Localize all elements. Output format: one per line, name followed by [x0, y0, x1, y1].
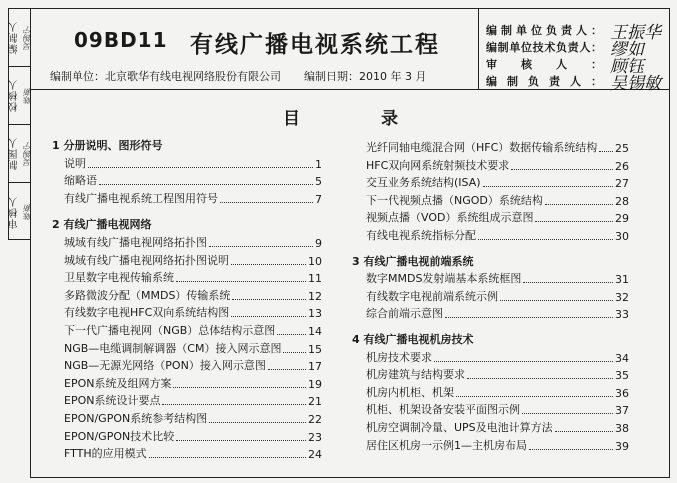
toc-entry-page: 21	[308, 395, 322, 409]
toc-entry-title: 多路微波分配（MMDS）传输系统	[64, 288, 231, 302]
toc-leader-dots	[523, 282, 613, 283]
toc-leader-dots	[231, 264, 306, 265]
toc-entry-page: 30	[615, 230, 629, 243]
toc-entry[interactable]	[64, 289, 322, 303]
toc-entry-page: 10	[308, 254, 322, 268]
toc-entry-page: 7	[315, 192, 322, 206]
toc-entry-title: 卫星数字电视传输系统	[64, 271, 174, 285]
sidebar-cell	[9, 9, 30, 67]
toc-leader-dots	[555, 431, 613, 432]
toc-entry-title: 下一代广播电视网（NGB）总体结构示意图	[64, 324, 276, 337]
toc-entry-page: 23	[308, 430, 322, 444]
toc-entry-page: 29	[615, 212, 629, 226]
toc-leader-dots	[88, 167, 313, 168]
atlas-code: 09BD11	[74, 28, 168, 52]
toc-entry-page: 32	[615, 290, 629, 304]
toc-leader-dots	[99, 184, 313, 185]
toc-leader-dots	[478, 239, 613, 240]
toc-entry[interactable]	[64, 157, 322, 171]
toc-leader-dots	[162, 404, 306, 405]
toc-entry[interactable]	[366, 307, 629, 321]
toc-entry[interactable]	[64, 377, 322, 391]
toc-leader-dots	[209, 422, 306, 423]
toc-entry-title: 城域有线广播电视网络拓扑图	[64, 236, 207, 249]
toc-entry[interactable]	[366, 229, 629, 243]
toc-entry[interactable]	[64, 324, 322, 338]
signature-label: 编制单位技术负责人：	[486, 41, 602, 54]
toc-entry[interactable]	[366, 351, 629, 365]
toc-leader-dots	[283, 352, 306, 353]
toc-entry-page: 5	[315, 175, 322, 189]
toc-entry-title: 机房内机柜、机架	[366, 385, 454, 399]
toc-entry-title: EPON系统及组网方案	[64, 376, 172, 390]
toc-leader-dots	[209, 246, 313, 247]
toc-entry[interactable]	[64, 342, 322, 356]
toc-section-heading: 3 有线广播电视前端系统	[352, 254, 474, 268]
signature-label: 编制负责人：	[486, 75, 602, 88]
toc-entry-page: 24	[308, 448, 322, 462]
toc-entry[interactable]	[64, 192, 322, 206]
toc-entry-title: 缩略语	[64, 174, 97, 188]
sidebar-label: 制图人	[8, 137, 20, 170]
toc-leader-dots	[220, 202, 313, 203]
toc-entry-title: 机房建筑与结构要求	[366, 368, 465, 382]
signature-name: 缪如	[610, 39, 644, 60]
toc-entry[interactable]	[64, 174, 322, 188]
toc-entry[interactable]	[366, 421, 629, 435]
toc-entry-title: 光纤同轴电缆混合网（HFC）数据传输系统结构	[366, 141, 598, 154]
signature-row	[486, 73, 661, 94]
toc-entry-page: 22	[308, 413, 322, 426]
toc-entry-title: 机房技术要求	[366, 350, 432, 364]
toc-entry[interactable]	[64, 236, 322, 250]
toc-entry[interactable]	[366, 211, 629, 225]
toc-leader-dots	[522, 413, 613, 414]
signature-name: 王振华	[610, 22, 661, 43]
toc-entry-title: 综合前端示意图	[366, 307, 443, 321]
toc-entry-title: HFC双向网系统射频技术要求	[366, 158, 510, 172]
sidebar-cell	[9, 183, 30, 241]
toc-entry[interactable]	[64, 271, 322, 285]
toc-entry[interactable]	[366, 368, 629, 382]
toc-entry-page: 19	[308, 377, 322, 391]
toc-section-heading: 1 分册说明、图形符号	[52, 139, 163, 152]
toc-entry-page: 17	[308, 360, 322, 374]
toc-entry[interactable]	[64, 430, 322, 444]
toc-leader-dots	[529, 449, 613, 450]
sidebar-signature: 陈新	[22, 87, 32, 104]
toc-entry-title: 有线数字电视前端系统示例	[366, 289, 498, 303]
toc-entry[interactable]	[366, 290, 629, 304]
toc-section-heading: 4 有线广播电视机房技术	[352, 333, 474, 346]
toc-entry-page: 33	[615, 308, 629, 322]
toc-entry[interactable]	[64, 359, 322, 373]
toc-leader-dots	[277, 334, 306, 335]
toc-entry[interactable]	[64, 412, 322, 426]
toc-entry-title: 有线广播电视系统工程图用符号	[64, 191, 218, 205]
toc-entry-title: 机房空调制冷量、UPS及电池计算方法	[366, 421, 553, 434]
compiler-unit: 编制单位：北京歌华有线电视网络股份有限公司	[50, 70, 281, 83]
toc-section-heading: 2 有线广播电视网络	[52, 218, 152, 232]
toc-entry-page: 1	[315, 157, 322, 171]
toc-entry[interactable]	[64, 254, 322, 268]
toc-entry-page: 12	[308, 289, 322, 303]
toc-leader-dots	[483, 186, 613, 187]
toc-leader-dots	[268, 369, 306, 370]
compile-date: 编制日期：2010 年 3 月	[304, 70, 427, 83]
toc-entry-title: 说明	[64, 156, 86, 170]
toc-title-right: 录	[381, 109, 400, 129]
toc-entry-title: NGB—无源光网络（PON）接入网示意图	[64, 359, 266, 373]
toc-entry-page: 38	[615, 422, 629, 435]
toc-entry-title: EPON系统设计要点	[64, 394, 161, 408]
toc-entry-title: 视频点播（VOD）系统组成示意图	[366, 211, 534, 225]
toc-entry-page: 25	[615, 142, 629, 155]
sidebar-label: 校核人	[8, 79, 20, 112]
header	[30, 8, 670, 94]
toc-entry[interactable]	[64, 394, 322, 408]
toc-entry[interactable]	[366, 159, 629, 173]
signature-name: 吴锡敏	[610, 73, 661, 94]
toc-entry-title: 机柜、机架设备安装平面图示例	[366, 403, 520, 417]
toc-entry-title: EPON/GPON技术比较	[64, 429, 175, 443]
page-title: 有线广播电视系统工程	[190, 32, 440, 58]
toc-entry-page: 9	[315, 237, 322, 250]
sidebar-cell	[9, 67, 30, 125]
sidebar-cell	[9, 125, 30, 183]
toc-leader-dots	[176, 281, 306, 282]
toc-entry-page: 14	[308, 325, 322, 338]
toc-entry-page: 39	[615, 439, 629, 453]
toc-leader-dots	[511, 169, 613, 170]
signature-label: 审核人：	[486, 58, 602, 71]
toc-entry-title: 交互业务系统结构(ISA)	[366, 176, 481, 190]
sidebar-signature: 陈新	[22, 204, 32, 220]
toc-entry[interactable]	[64, 306, 322, 320]
toc-entry-page: 31	[615, 273, 629, 287]
toc-entry-title: 城域有线广播电视网络拓扑图说明	[64, 253, 229, 267]
sidebar-signature: 吴锡宁	[22, 141, 32, 166]
toc-entry-page: 28	[615, 194, 629, 208]
toc-leader-dots	[599, 151, 613, 152]
toc-entry-page: 37	[615, 404, 629, 418]
signature-label: 编制单位负责人：	[486, 24, 602, 37]
toc-entry-page: 27	[615, 177, 629, 191]
toc-entry-title: EPON/GPON系统参考结构图	[64, 412, 208, 425]
toc-leader-dots	[176, 440, 306, 441]
toc-leader-dots	[456, 396, 613, 397]
toc-entry[interactable]	[366, 386, 629, 400]
toc-entry-page: 26	[615, 159, 629, 173]
toc-entry[interactable]	[366, 272, 629, 286]
toc-entry-page: 13	[308, 307, 322, 321]
toc-leader-dots	[434, 361, 613, 362]
sidebar-label: 审核人	[8, 195, 20, 229]
toc-entry-page: 15	[308, 342, 322, 356]
toc-leader-dots	[467, 378, 613, 379]
toc-leader-dots	[545, 204, 613, 205]
toc-entry-title: 有线电视系统指标分配	[366, 229, 476, 242]
toc-leader-dots	[500, 300, 613, 301]
header-divider	[478, 8, 479, 89]
toc-entry-title: NGB—电缆调制解调器（CM）接入网示意图	[64, 341, 282, 355]
toc-entry[interactable]	[366, 439, 629, 453]
toc-entry-page: 11	[308, 272, 322, 286]
toc-entry-title: 下一代视频点播（NGOD）系统结构	[366, 193, 543, 207]
toc-entry[interactable]	[64, 447, 322, 461]
toc-title-left: 目	[283, 109, 302, 129]
toc-entry-page: 34	[615, 351, 629, 365]
toc-entry[interactable]	[366, 176, 629, 190]
toc-entry-title: 数字MMDS发射端基本系统框图	[366, 272, 522, 286]
toc-leader-dots	[232, 299, 306, 300]
sidebar-signature: 吴锡宁	[22, 25, 32, 50]
toc-entry-page: 36	[615, 386, 629, 400]
signature-name: 顾钰	[610, 56, 644, 77]
toc-entry-title: 居住区机房一示例1—主机房布局	[366, 438, 527, 452]
toc-entry[interactable]	[366, 403, 629, 417]
toc-entry-title: FTTH的应用模式	[64, 447, 147, 461]
toc-leader-dots	[149, 457, 306, 458]
toc-leader-dots	[231, 316, 306, 317]
toc-entry-page: 35	[615, 369, 629, 383]
toc-entry-title: 有线数字电视HFC双向系统结构图	[64, 306, 230, 320]
sidebar-label: 编制人	[8, 21, 20, 54]
sidebar-signatures	[8, 8, 30, 240]
toc-leader-dots	[173, 387, 306, 388]
toc-leader-dots	[535, 221, 613, 222]
toc-entry[interactable]	[366, 194, 629, 208]
toc-leader-dots	[445, 317, 613, 318]
toc-entry[interactable]	[366, 141, 629, 155]
